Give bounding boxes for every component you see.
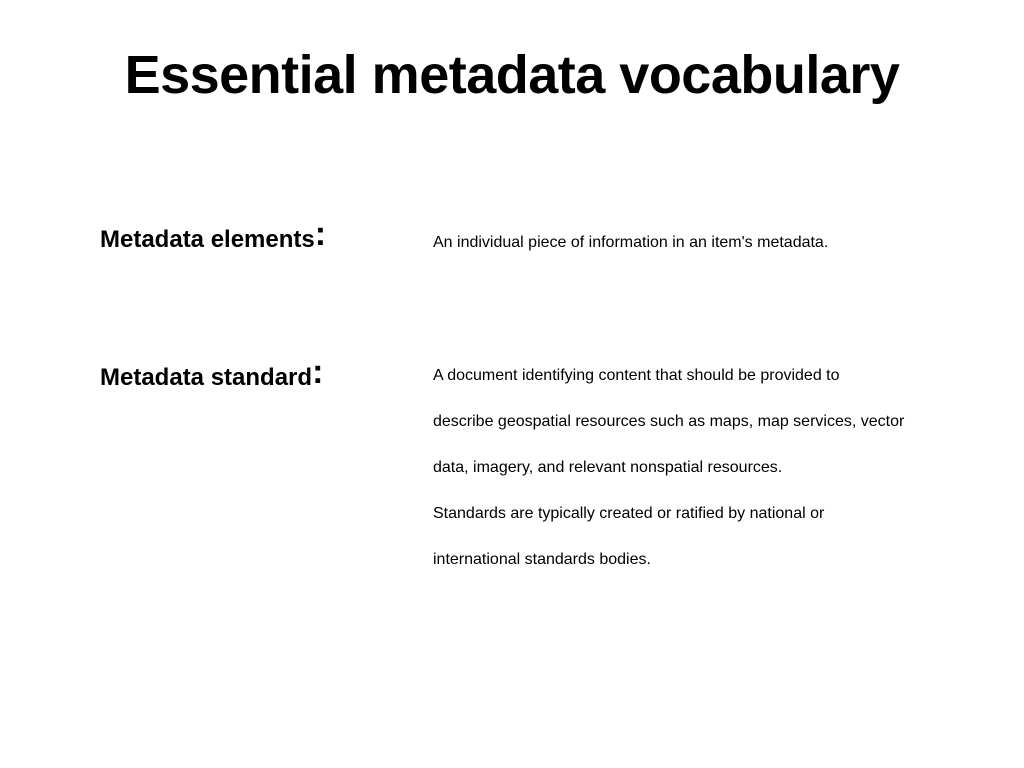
definition-line: An individual piece of information in an item's metadata. (433, 234, 829, 251)
definition-line: international standards bodies. (433, 551, 651, 568)
term-metadata-standard (100, 353, 324, 392)
definition-metadata-elements (433, 220, 993, 266)
term-colon: : (314, 215, 327, 253)
term-colon: : (312, 353, 324, 391)
slide-title: Essential metadata vocabulary (124, 45, 900, 105)
definition-line: A document identifying content that should be provided to (433, 367, 840, 384)
definition-metadata-standard (433, 353, 993, 583)
term-label: Metadata standard (100, 364, 313, 391)
definition-line: Standards are typically created or ratified by national or (433, 505, 825, 522)
term-label: Metadata elements (100, 226, 315, 253)
term-metadata-elements (100, 215, 327, 254)
definition-line: describe geospatial resources such as maps, map services, vector (433, 413, 905, 430)
definition-line: data, imagery, and relevant nonspatial resources. (433, 459, 783, 476)
